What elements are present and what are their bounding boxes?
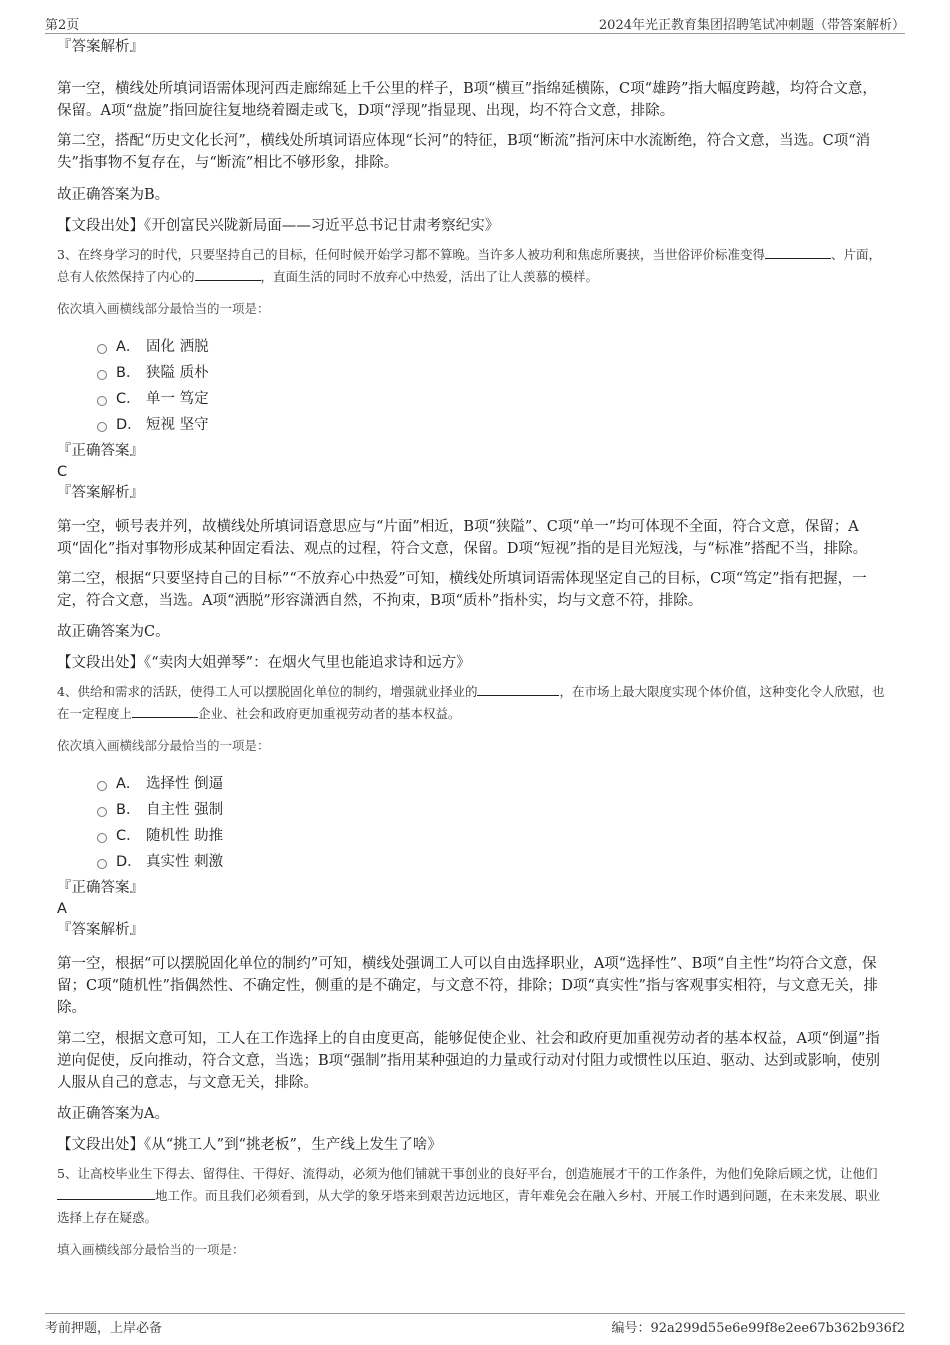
q5-blank-1 [57, 1186, 155, 1200]
footer-slogan: 考前押题，上岸必备 [45, 1321, 163, 1336]
option-text: 单一 笃定 [146, 391, 209, 407]
q4-blank-2 [132, 704, 198, 718]
q4-option-d[interactable] [97, 849, 887, 875]
q3-conclusion: 故正确答案为C。 [57, 624, 170, 640]
option-text: 随机性 助推 [146, 828, 224, 844]
option-letter: B． [116, 802, 141, 818]
q3-option-a[interactable] [97, 334, 887, 360]
radio-button[interactable] [97, 807, 107, 817]
q4-option-b[interactable] [97, 797, 887, 823]
option-letter: A． [116, 776, 141, 792]
q3-analysis-p1: 第一空，顿号表并列，故横线处所填词语意思应与“片面”相近，B项“狭隘”、C项“单一”均可体现不全面，符合文意，保留；A项“固化”指对事物形成某种固定看法、观点的过程，符合文意，保留。D项“短视”指的是目光短浅，与“标准”搭配不当，排除。 [57, 519, 868, 557]
radio-button[interactable] [97, 370, 107, 380]
q4-correct-answer: A [57, 901, 67, 917]
q4-analysis-p1: 第一空，根据“可以摆脱固化单位的制约”可知，横线处强调工人可以自由选择职业，A项“选择性”、B项“自主性”均符合文意，保留；C项“随机性”指偶然性、不确定性，侧重的是不确定，与文意不符，排除；D项“真实性”指与客观事实相符，与文意无关，排除。 [57, 956, 878, 1016]
q5-question-text [57, 1163, 887, 1229]
q3-option-b[interactable] [97, 360, 887, 386]
option-letter: A． [116, 339, 141, 355]
option-text: 固化 洒脱 [146, 339, 209, 355]
option-text: 真实性 刺激 [146, 854, 224, 870]
q4-prompt: 依次填入画横线部分最恰当的一项是： [57, 738, 270, 753]
radio-button[interactable] [97, 833, 107, 843]
page-number: 第2页 [45, 18, 80, 33]
radio-button[interactable] [97, 859, 107, 869]
q3-text-part1: 3、在终身学习的时代，只要坚持自己的目标，任何时候开始学习都不算晚。当许多人被功利和焦虑所裹挟，当世俗评价标准变得 [57, 247, 765, 262]
q3-option-c[interactable] [97, 386, 887, 412]
radio-button[interactable] [97, 396, 107, 406]
option-letter: C． [116, 828, 141, 844]
radio-button[interactable] [97, 422, 107, 432]
q4-options [97, 771, 887, 875]
q2-conclusion: 故正确答案为B。 [57, 187, 170, 203]
q5-text-part2: 地工作。而且我们必须看到，从大学的象牙塔来到艰苦边远地区，青年难免会在融入乡村、开展工作时遇到问题，在未来发展、职业选择上存在疑惑。 [57, 1188, 881, 1225]
radio-button[interactable] [97, 781, 107, 791]
q3-blank-1 [765, 245, 831, 259]
radio-button[interactable] [97, 344, 107, 354]
q2-analysis-p2: 第二空，搭配“历史文化长河”，横线处所填词语应体现“长河”的特征，B项“断流”指河床中水流断绝，符合文意，当选。C项“消失”指事物不复存在，与“断流”相比不够形象，排除。 [57, 133, 871, 171]
q3-options [97, 334, 887, 438]
q4-option-a[interactable] [97, 771, 887, 797]
option-text: 短视 坚守 [146, 417, 209, 433]
q4-text-part3: 企业、社会和政府更加重视劳动者的基本权益。 [198, 706, 461, 721]
q3-analysis-p2: 第二空，根据“只要坚持自己的目标”“不放弃心中热爱”可知，横线处所填词语需体现坚定自己的目标，C项“笃定”指有把握，一定，符合文意，当选。A项“洒脱”形容潇洒自然，不拘束，B项“质朴”指朴实，均与文意不符，排除。 [57, 571, 867, 609]
document-title: 2024年光正教育集团招聘笔试冲刺题（带答案解析） [598, 18, 905, 33]
option-text: 自主性 强制 [146, 802, 224, 818]
q3-blank-2 [195, 267, 261, 281]
q3-correct-answer: C [57, 464, 68, 480]
page-footer [45, 1313, 905, 1335]
q4-text-part1: 4、供给和需求的活跃，使得工人可以摆脱固化单位的制约，增强就业择业的 [57, 684, 478, 699]
q4-conclusion: 故正确答案为A。 [57, 1106, 169, 1122]
q3-source: 【文段出处】《“卖肉大姐弹琴”：在烟火气里也能追求诗和远方》 [57, 655, 471, 671]
q4-question-text [57, 681, 887, 725]
option-letter: D． [116, 417, 142, 433]
q2-source: 【文段出处】《开创富民兴陇新局面——习近平总书记甘肃考察纪实》 [57, 218, 500, 234]
q2-analysis-label: 『答案解析』 [57, 39, 144, 55]
q3-analysis-label: 『答案解析』 [57, 485, 144, 501]
q3-correct-label: 『正确答案』 [57, 443, 144, 459]
q4-correct-label: 『正确答案』 [57, 880, 144, 896]
q3-prompt: 依次填入画横线部分最恰当的一项是： [57, 301, 270, 316]
q3-text-part2: 、片面，总有人依然保持了内心的 [57, 247, 881, 284]
q4-blank-1 [477, 682, 559, 696]
option-text: 狭隘 质朴 [146, 365, 209, 381]
q4-source: 【文段出处】《从“挑工人”到“挑老板”，生产线上发生了啥》 [57, 1137, 442, 1153]
q4-analysis-p2: 第二空，根据文意可知，工人在工作选择上的自由度更高，能够促使企业、社会和政府更加重视劳动者的基本权益，A项“倒逼”指逆向促使，反向推动，符合文意，当选；B项“强制”指用某种强迫的力量或行动对付阻力或惯性以压迫、驱动、达到或影响，使别人服从自己的意志，与文意无关，排除。 [57, 1031, 880, 1091]
option-text: 选择性 倒逼 [146, 776, 224, 792]
page-header [45, 14, 905, 34]
option-letter: B． [116, 365, 141, 381]
q4-option-c[interactable] [97, 823, 887, 849]
document-id: 编号：92a299d55e6e99f8e2ee67b362b936f2 [611, 1321, 905, 1336]
document-body [57, 38, 887, 1260]
q3-text-part3: ，直面生活的同时不放弃心中热爱，活出了让人羡慕的模样。 [260, 269, 599, 284]
q2-analysis-p1: 第一空，横线处所填词语需体现河西走廊绵延上千公里的样子，B项“横亘”指绵延横陈，C项“雄跨”指大幅度跨越，均符合文意，保留。A项“盘旋”指回旋往复地绕着圈走或飞，D项“浮现”指显现、出现，均不符合文意，排除。 [57, 81, 877, 119]
option-letter: C． [116, 391, 141, 407]
option-letter: D． [116, 854, 142, 870]
q4-analysis-label: 『答案解析』 [57, 922, 144, 938]
q4-text-part2: ，在市场上最大限度实现个体价值，这种变化令人欣慰，也在一定程度上 [57, 684, 885, 721]
q3-option-d[interactable] [97, 412, 887, 438]
q5-prompt: 填入画横线部分最恰当的一项是： [57, 1242, 245, 1257]
q5-text-part1: 5、让高校毕业生下得去、留得住、干得好、流得动，必须为他们铺就干事创业的良好平台，创造施展才干的工作条件，为他们免除后顾之忧，让他们 [57, 1166, 878, 1181]
q3-question-text [57, 244, 887, 288]
